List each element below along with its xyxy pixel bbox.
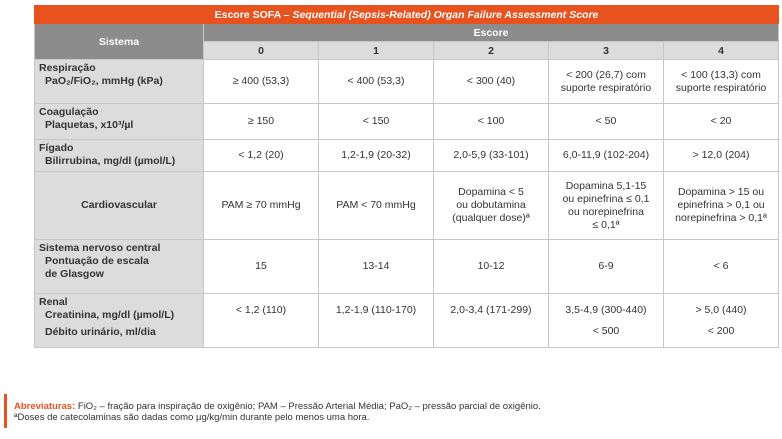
value-line: ou norepinefrina [568,205,644,218]
value-cell: 1,2-1,9 (20-32) [319,140,434,172]
system-cell-respiracao [35,60,204,104]
value-line: Dopamina < 5 [458,186,524,198]
value-line: < 500 [592,324,620,337]
value-cell: 6-9 [549,240,664,294]
value-cell: 15 [204,240,319,294]
footer-notes [14,401,774,423]
value-line: > 5,0 (440) [695,303,747,316]
system-cell-cardiovascular [35,172,204,240]
value-line: 3,5-4,9 (300-440) [565,303,647,316]
value-cell [664,172,779,240]
system-label: Sistema nervoso central [39,242,161,254]
header-score-0: 0 [204,42,319,60]
value-cell: < 400 (53,3) [319,60,434,104]
value-cell: 13-14 [319,240,434,294]
header-score-2: 2 [434,42,549,60]
system-label: Cardiovascular [81,199,157,211]
value-cell: < 200 (26,7) com suporte respiratório [549,60,664,104]
value-line: < 1,2 (110) [235,303,287,316]
footer-line-1: FiO₂ – fração para inspiração de oxigênio; PAM – Pressão Arterial Média; PaO₂ – pressão parcial de oxigênio. [75,401,541,412]
header-score-4: 4 [664,42,779,60]
value-cell: 10-12 [434,240,549,294]
system-sublabel: Plaquetas, x10³/µl [45,119,134,131]
system-cell-renal [35,294,204,348]
value-cell [319,294,434,348]
value-cell: ≥ 150 [204,104,319,140]
system-cell-figado [35,140,204,172]
footer-abbreviations [14,401,774,412]
value-cell: PAM < 70 mmHg [319,172,434,240]
table-row-coagulacao [35,104,779,140]
table-row-respiracao [35,60,779,104]
value-line: Dopamina > 15 ou [677,186,765,198]
table-row-snc [35,240,779,294]
header-score-1: 1 [319,42,434,60]
value-line: 2,0-3,4 (171-299) [450,303,532,316]
value-cell: < 100 (13,3) com suporte respiratório [664,60,779,104]
value-line: ou epinefrina ≤ 0,1 [562,192,650,205]
system-sublabel: Débito urinário, ml/dia [45,326,156,338]
value-cell: < 1,2 (20) [204,140,319,172]
header-score-3: 3 [549,42,664,60]
system-cell-snc [35,240,204,294]
system-sublabel: Pontuação de escala [45,255,149,267]
value-line: norepinefrina > 0,1ª [675,212,767,224]
table-row-renal [35,294,779,348]
value-cell [434,294,549,348]
value-line: ou dobutamina [456,199,526,211]
value-cell: > 12,0 (204) [664,140,779,172]
value-cell [664,294,779,348]
value-cell: < 20 [664,104,779,140]
value-cell: < 50 [549,104,664,140]
value-cell: < 300 (40) [434,60,549,104]
value-cell [549,294,664,348]
system-sublabel: PaO₂/FiO₂, mmHg (kPa) [45,75,163,87]
value-cell: ≥ 400 (53,3) [204,60,319,104]
value-line: epinefrina > 0,1 ou [677,199,765,211]
value-line: (qualquer dose)ª [452,212,530,224]
value-cell: 2,0-5,9 (33-101) [434,140,549,172]
system-label: Fígado [39,142,74,154]
value-line: ≤ 0,1ª [592,218,620,231]
table-row-figado [35,140,779,172]
table-title [35,6,779,24]
value-cell: 6,0-11,9 (102-204) [549,140,664,172]
value-cell: < 6 [664,240,779,294]
system-label: Respiração [39,62,96,74]
footer-line-2: ªDoses de catecolaminas são dadas como µg/kg/min durante pelo menos uma hora. [14,412,370,423]
value-cell: < 150 [319,104,434,140]
sofa-score-table [34,5,779,348]
value-cell: < 100 [434,104,549,140]
value-line: < 200 [707,324,735,337]
system-cell-coagulacao [35,104,204,140]
system-label: Renal [39,296,68,308]
footer-accent-bar [4,394,7,428]
system-sublabel: Bilirrubina, mg/dl (µmol/L) [45,155,176,167]
system-sublabel: Creatinina, mg/dl (µmol/L) [45,309,175,321]
value-cell: PAM ≥ 70 mmHg [204,172,319,240]
system-label: Coagulação [39,106,99,118]
value-cell [549,172,664,240]
value-line: Dopamina 5,1-15 [565,179,647,192]
value-cell [434,172,549,240]
header-escore: Escore [204,24,779,42]
table-title-italic: Sequential (Sepsis-Related) Organ Failure Assessment Score [292,8,599,21]
value-cell [204,294,319,348]
table-title-prefix: Escore SOFA – [214,8,293,21]
value-line: 1,2-1,9 (110-170) [335,303,417,316]
table-row-cardiovascular [35,172,779,240]
footer-label: Abreviaturas: [14,401,76,412]
system-sublabel: de Glasgow [45,268,104,280]
header-sistema: Sistema [35,24,204,60]
